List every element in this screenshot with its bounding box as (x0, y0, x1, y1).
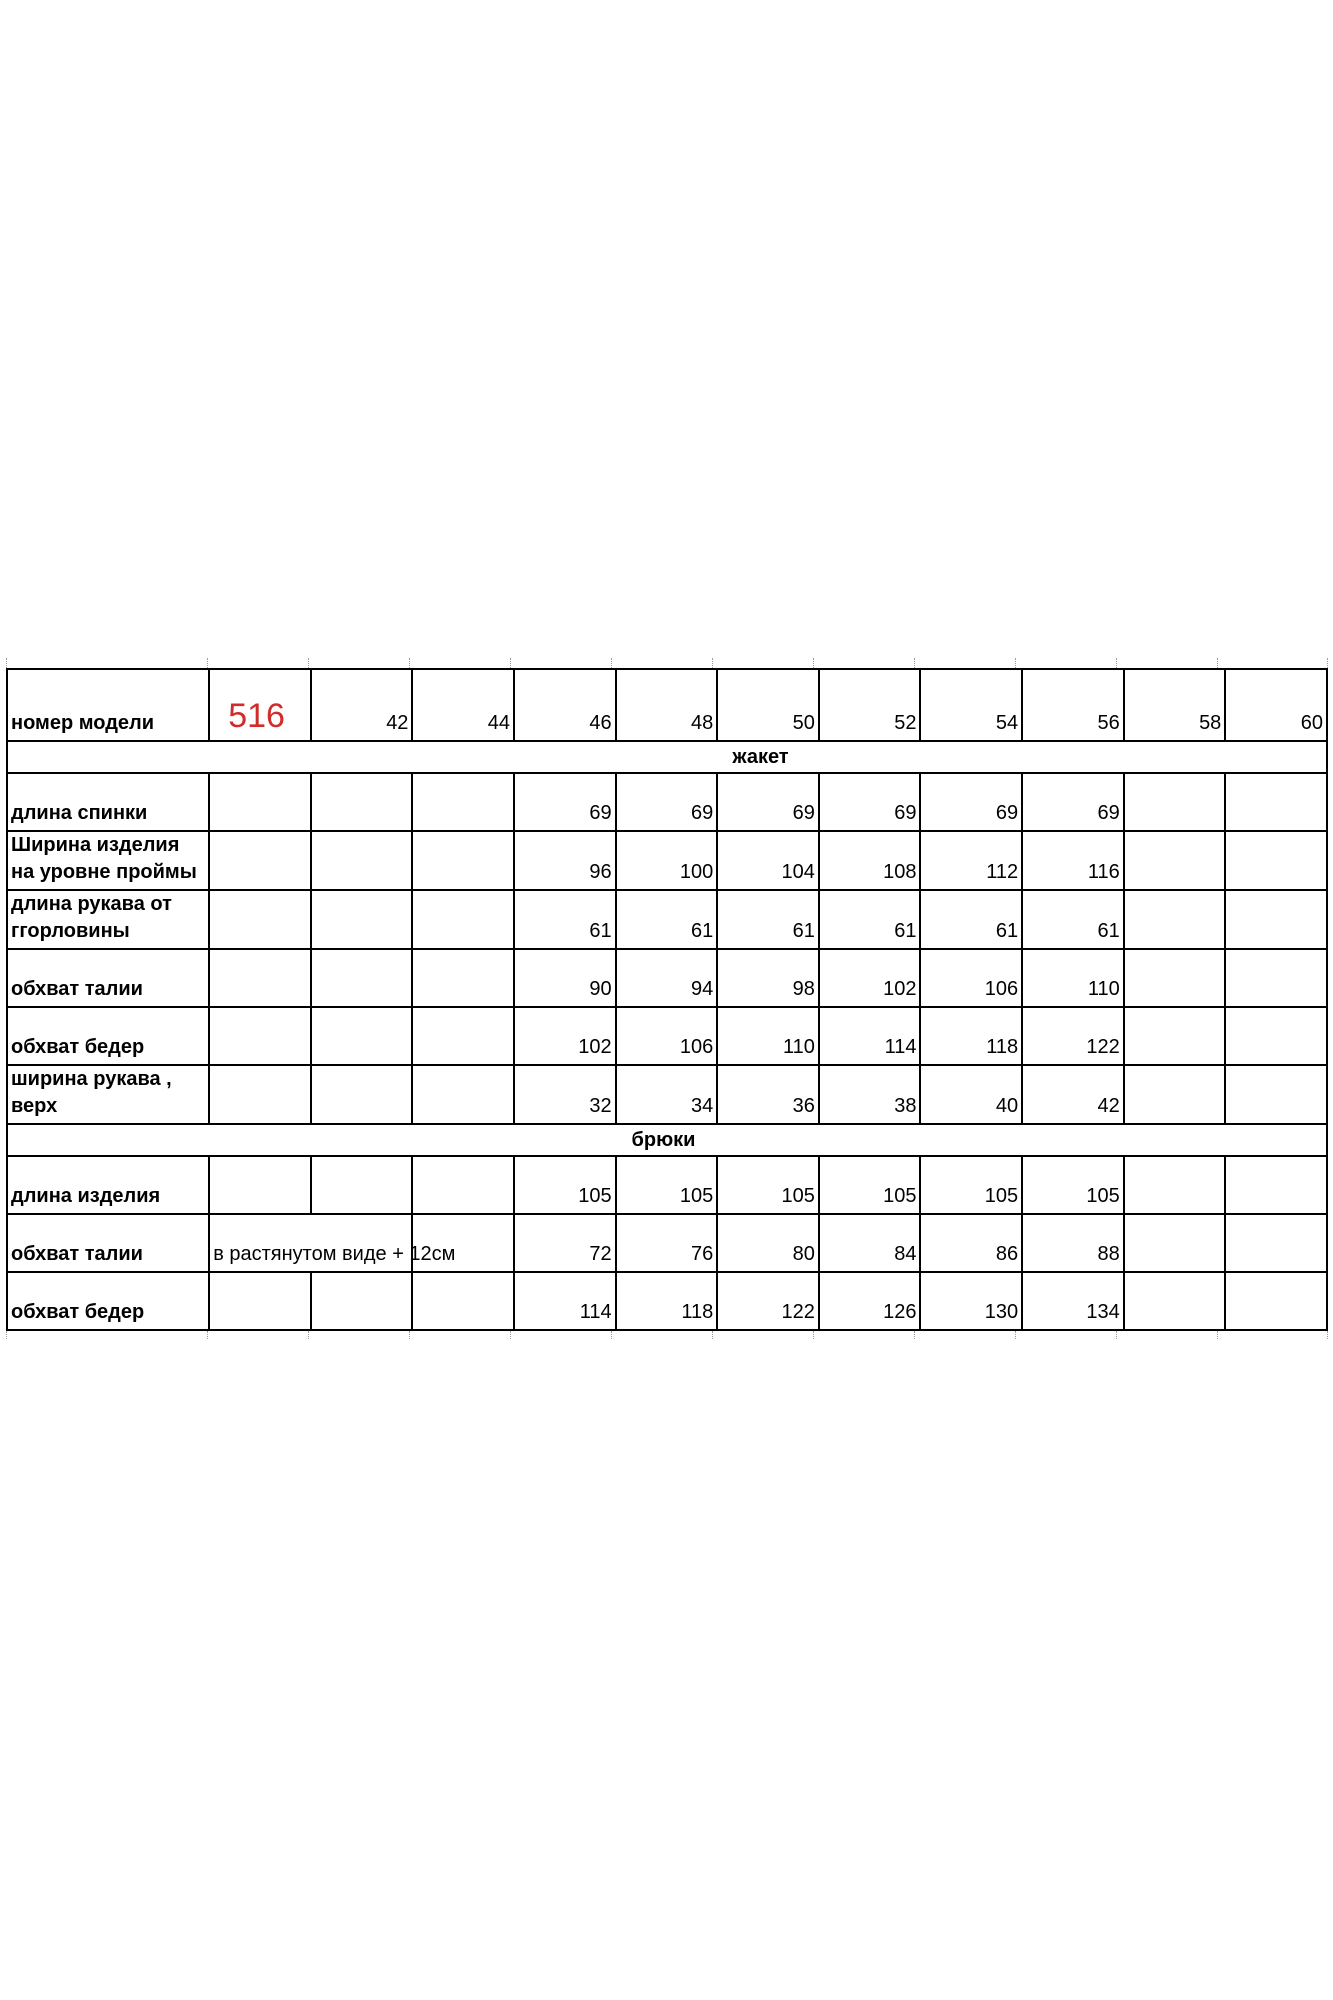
size-value-cell: 61 (514, 890, 616, 949)
measurement-row (7, 1214, 1327, 1272)
gridline-mark (1116, 658, 1117, 668)
column-gridline-marks-bottom (6, 1331, 1328, 1339)
size-value-cell: 69 (717, 773, 819, 831)
size-header-cell: 58 (1124, 669, 1226, 741)
size-value-cell (311, 1272, 413, 1330)
measurement-label-line: обхват талии (11, 1243, 143, 1265)
measurement-label-line: ггорловины (11, 920, 130, 942)
size-value-cell: 61 (616, 890, 718, 949)
gridline-mark (1217, 658, 1218, 668)
gridline-mark (611, 658, 612, 668)
empty-cell (209, 890, 311, 949)
size-value-cell (1225, 890, 1327, 949)
gridline-mark (712, 1331, 713, 1339)
empty-cell (209, 949, 311, 1007)
size-value-cell (1225, 773, 1327, 831)
size-value-cell (1124, 1065, 1226, 1124)
size-value-cell: 69 (920, 773, 1022, 831)
measurement-label-line: обхват талии (11, 978, 143, 1000)
section-row (7, 741, 1327, 773)
size-value-cell (1124, 1007, 1226, 1065)
empty-cell (209, 1065, 311, 1124)
size-value-cell: 69 (819, 773, 921, 831)
size-value-cell: 84 (819, 1214, 921, 1272)
size-header-cell: 46 (514, 669, 616, 741)
gridline-mark (207, 658, 208, 668)
empty-cell (209, 1007, 311, 1065)
size-header-cell: 50 (717, 669, 819, 741)
gridline-mark (6, 658, 7, 668)
size-value-cell: 40 (920, 1065, 1022, 1124)
size-value-cell: 118 (920, 1007, 1022, 1065)
empty-cell (209, 1272, 311, 1330)
measurement-label (7, 890, 209, 949)
size-value-cell: 61 (717, 890, 819, 949)
size-value-cell (1225, 1272, 1327, 1330)
size-value-cell: 104 (717, 831, 819, 890)
size-chart-sheet (6, 668, 1328, 1331)
size-value-cell (1225, 1214, 1327, 1272)
gridline-mark (1015, 1331, 1016, 1339)
size-value-cell: 102 (514, 1007, 616, 1065)
size-value-cell (311, 831, 413, 890)
size-value-cell (412, 831, 514, 890)
size-value-cell (412, 1065, 514, 1124)
gridline-mark (914, 1331, 915, 1339)
gridline-mark (1015, 658, 1016, 668)
measurement-label-line: верх (11, 1095, 58, 1117)
size-header-cell: 42 (311, 669, 413, 741)
measurement-label (7, 831, 209, 890)
size-value-cell (1225, 949, 1327, 1007)
size-value-cell: 86 (920, 1214, 1022, 1272)
gridline-mark (308, 658, 309, 668)
size-value-cell: 110 (1022, 949, 1124, 1007)
section-title: брюки (7, 1124, 1327, 1156)
size-value-cell: 114 (514, 1272, 616, 1330)
gridline-mark (510, 658, 511, 668)
size-value-cell (412, 890, 514, 949)
size-value-cell: 32 (514, 1065, 616, 1124)
measurement-row (7, 773, 1327, 831)
measurement-label-line: обхват бедер (11, 1301, 145, 1323)
size-value-cell (1225, 1007, 1327, 1065)
size-value-cell (1124, 1272, 1226, 1330)
gridline-mark (510, 1331, 511, 1339)
size-value-cell: 61 (1022, 890, 1124, 949)
size-value-cell: 61 (920, 890, 1022, 949)
size-value-cell: 122 (717, 1272, 819, 1330)
size-value-cell: 106 (920, 949, 1022, 1007)
size-value-cell (311, 1156, 413, 1214)
size-value-cell (1124, 1214, 1226, 1272)
size-value-cell: 134 (1022, 1272, 1124, 1330)
measurement-label (7, 1272, 209, 1330)
size-value-cell: 72 (514, 1214, 616, 1272)
gridline-mark (813, 1331, 814, 1339)
gridline-mark (1327, 658, 1328, 668)
gridline-mark (712, 658, 713, 668)
header-row (7, 669, 1327, 741)
size-value-cell: 105 (514, 1156, 616, 1214)
measurement-row (7, 890, 1327, 949)
size-value-cell: 130 (920, 1272, 1022, 1330)
size-value-cell (1124, 1156, 1226, 1214)
size-value-cell: 98 (717, 949, 819, 1007)
size-value-cell (412, 1156, 514, 1214)
empty-cell (209, 773, 311, 831)
size-value-cell (1225, 1156, 1327, 1214)
size-header-cell: 54 (920, 669, 1022, 741)
size-value-cell (1124, 949, 1226, 1007)
size-value-cell: 42 (1022, 1065, 1124, 1124)
size-header-cell: 48 (616, 669, 718, 741)
size-header-cell: 44 (412, 669, 514, 741)
size-value-cell: 34 (616, 1065, 718, 1124)
size-value-cell: 69 (514, 773, 616, 831)
size-chart-body (7, 669, 1327, 1330)
size-value-cell: 69 (1022, 773, 1124, 831)
size-header-cell: 56 (1022, 669, 1124, 741)
gridline-mark (308, 1331, 309, 1339)
measurement-label-line: длина изделия (11, 1185, 161, 1207)
size-value-cell (412, 773, 514, 831)
size-value-cell (412, 1007, 514, 1065)
size-value-cell: 80 (717, 1214, 819, 1272)
size-value-cell (311, 773, 413, 831)
size-value-cell: 102 (819, 949, 921, 1007)
gridline-mark (1327, 1331, 1328, 1339)
measurement-label (7, 949, 209, 1007)
size-value-cell (1225, 831, 1327, 890)
column-gridline-marks (6, 658, 1328, 668)
size-value-cell: 110 (717, 1007, 819, 1065)
measurement-label-line: обхват бедер (11, 1036, 145, 1058)
measurement-note: в растянутом виде + 12см (209, 1214, 311, 1272)
gridline-mark (207, 1331, 208, 1339)
section-title: жакет (7, 741, 1327, 773)
size-value-cell: 108 (819, 831, 921, 890)
measurement-label (7, 1214, 209, 1272)
model-label-cell: номер модели (7, 669, 209, 741)
measurement-label-line: длина рукава от (11, 893, 172, 915)
size-value-cell: 76 (616, 1214, 718, 1272)
gridline-mark (409, 658, 410, 668)
measurement-row (7, 831, 1327, 890)
size-value-cell (412, 1272, 514, 1330)
size-value-cell: 61 (819, 890, 921, 949)
gridline-mark (1217, 1331, 1218, 1339)
size-value-cell (1124, 890, 1226, 949)
measurement-label-line: ширина рукава , (11, 1068, 172, 1090)
gridline-mark (1116, 1331, 1117, 1339)
size-value-cell: 116 (1022, 831, 1124, 890)
measurement-row (7, 1272, 1327, 1330)
gridline-mark (914, 658, 915, 668)
size-header-cell: 52 (819, 669, 921, 741)
size-value-cell (412, 949, 514, 1007)
size-value-cell: 36 (717, 1065, 819, 1124)
size-value-cell: 96 (514, 831, 616, 890)
size-value-cell: 106 (616, 1007, 718, 1065)
size-value-cell: 88 (1022, 1214, 1124, 1272)
measurement-row (7, 1007, 1327, 1065)
model-number-cell: 516 (209, 669, 311, 741)
measurement-label-line: на уровне проймы (11, 861, 197, 883)
size-header-cell: 60 (1225, 669, 1327, 741)
size-value-cell: 112 (920, 831, 1022, 890)
section-row (7, 1124, 1327, 1156)
size-value-cell: 94 (616, 949, 718, 1007)
measurement-label-line: Ширина изделия (11, 834, 180, 856)
gridline-mark (409, 1331, 410, 1339)
size-value-cell (311, 1065, 413, 1124)
measurement-label-line: длина спинки (11, 802, 148, 824)
measurement-row (7, 949, 1327, 1007)
measurement-row (7, 1065, 1327, 1124)
size-value-cell: 105 (819, 1156, 921, 1214)
size-value-cell (311, 1007, 413, 1065)
size-value-cell (311, 890, 413, 949)
measurement-label (7, 1065, 209, 1124)
gridline-mark (6, 1331, 7, 1339)
measurement-row (7, 1156, 1327, 1214)
size-value-cell: 90 (514, 949, 616, 1007)
size-value-cell: 100 (616, 831, 718, 890)
gridline-mark (813, 658, 814, 668)
size-value-cell: 122 (1022, 1007, 1124, 1065)
gridline-mark (611, 1331, 612, 1339)
size-value-cell: 114 (819, 1007, 921, 1065)
size-value-cell: 69 (616, 773, 718, 831)
empty-cell (209, 1156, 311, 1214)
size-value-cell (1124, 831, 1226, 890)
size-value-cell (311, 949, 413, 1007)
size-value-cell: 38 (819, 1065, 921, 1124)
size-value-cell: 105 (717, 1156, 819, 1214)
size-value-cell: 118 (616, 1272, 718, 1330)
empty-cell (209, 831, 311, 890)
size-value-cell: 105 (616, 1156, 718, 1214)
size-value-cell: 126 (819, 1272, 921, 1330)
size-value-cell: 105 (1022, 1156, 1124, 1214)
size-value-cell (1225, 1065, 1327, 1124)
size-value-cell (1124, 773, 1226, 831)
size-value-cell: 105 (920, 1156, 1022, 1214)
measurement-label (7, 1007, 209, 1065)
measurement-label (7, 1156, 209, 1214)
size-chart-table (6, 668, 1328, 1331)
measurement-label (7, 773, 209, 831)
